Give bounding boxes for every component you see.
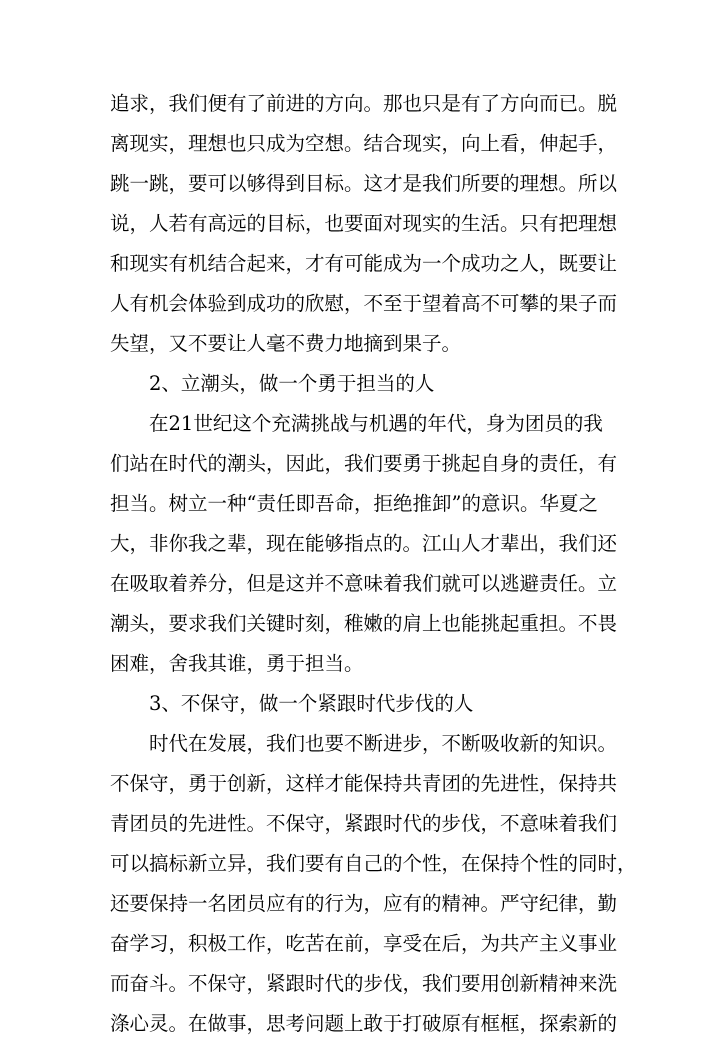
text-line: 潮头，要求我们关键时刻，稚嫩的肩上也能挑起重担。不畏 — [110, 612, 618, 635]
text-line: 时代在发展，我们也要不断进步，不断吸收新的知识。 — [149, 732, 618, 755]
section-heading: 3、不保守，做一个紧跟时代步伐的人 — [149, 692, 474, 715]
text-line: 青团员的先进性。不保守，紧跟时代的步伐，不意味着我们 — [110, 812, 618, 835]
text-line: 担当。树立一种“责任即吾命，拒绝推卸”的意识。华夏之 — [110, 492, 598, 515]
section-heading: 2、立潮头，做一个勇于担当的人 — [149, 372, 435, 395]
text-line: 在吸取着养分，但是这并不意味着我们就可以逃避责任。立 — [110, 572, 618, 595]
text-line: 奋学习，积极工作，吃苦在前，享受在后，为共产主义事业 — [110, 932, 618, 955]
text-line: 不保守，勇于创新，这样才能保持共青团的先进性，保持共 — [110, 772, 618, 795]
text-line: 和现实有机结合起来，才有可能成为一个成功之人，既要让 — [110, 252, 618, 275]
text-line: 追求，我们便有了前进的方向。那也只是有了方向而已。脱 — [110, 92, 618, 115]
text-line: 还要保持一名团员应有的行为，应有的精神。严守纪律，勤 — [110, 892, 618, 915]
text-line: 们站在时代的潮头，因此，我们要勇于挑起自身的责任，有 — [110, 452, 618, 475]
text-line: 跳一跳，要可以够得到目标。这才是我们所要的理想。所以 — [110, 172, 618, 195]
text-line: 可以搞标新立异，我们要有自己的个性，在保持个性的同时， — [110, 852, 637, 875]
text-line: 人有机会体验到成功的欣慰，不至于望着高不可攀的果子而 — [110, 292, 618, 315]
text-line: 在21世纪这个充满挑战与机遇的年代，身为团员的我 — [149, 412, 603, 435]
text-line: 说，人若有高远的目标，也要面对现实的生活。只有把理想 — [110, 212, 618, 235]
text-line: 离现实，理想也只成为空想。结合现实，向上看，伸起手， — [110, 132, 618, 155]
text-line: 而奋斗。不保守，紧跟时代的步伐，我们要用创新精神来洗 — [110, 972, 618, 995]
text-line: 困难，舍我其谁，勇于担当。 — [110, 652, 364, 675]
text-line: 涤心灵。在做事，思考问题上敢于打破原有框框，探索新的 — [110, 1012, 618, 1035]
text-line: 大，非你我之辈，现在能够指点的。江山人才辈出，我们还 — [110, 532, 618, 555]
text-line: 失望，又不要让人毫不费力地摘到果子。 — [110, 332, 462, 355]
